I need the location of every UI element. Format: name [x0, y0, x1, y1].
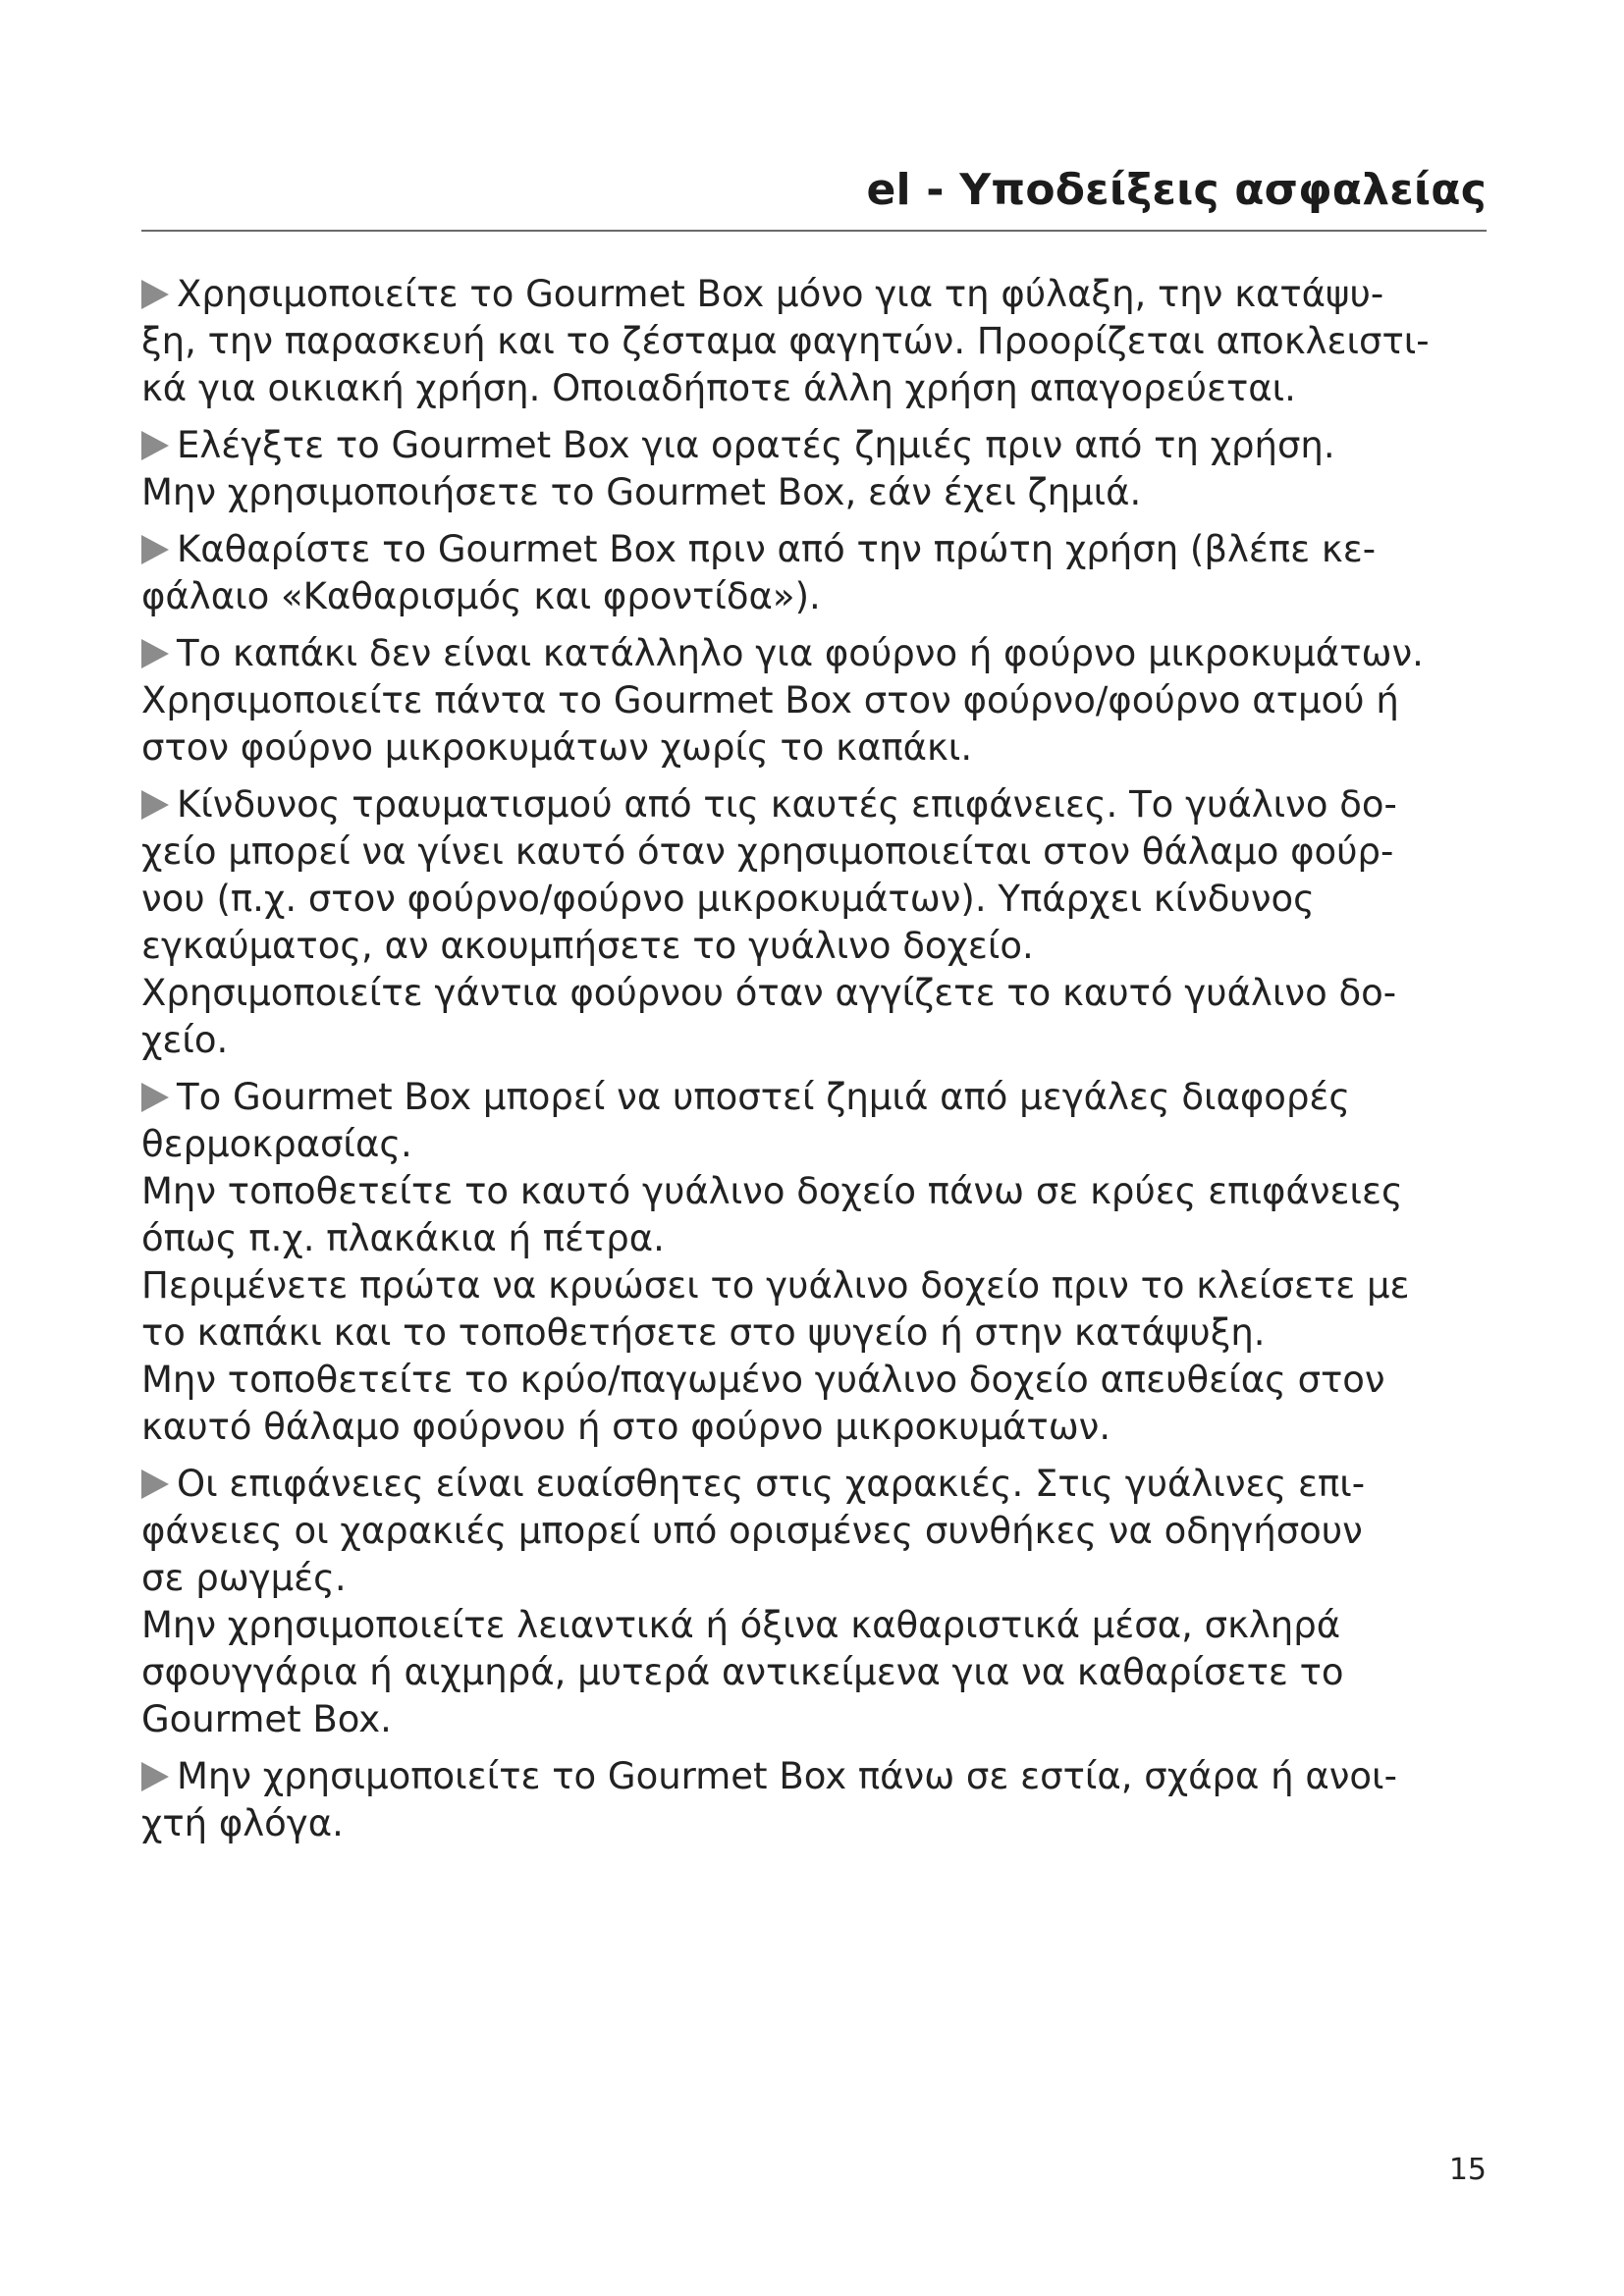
item-line: Κίνδυνος τραυματισμού από τις καυτές επιφάνειες. Το γυάλινο δο- — [177, 783, 1397, 826]
item-line: Μην τοποθετείτε το κρύο/παγωμένο γυάλινο δοχείο απευθείας στον — [141, 1359, 1385, 1401]
triangle-bullet-icon — [141, 1469, 169, 1499]
item-line: Χρησιμοποιείτε πάντα το Gourmet Box στον φούρνο/φούρνο ατμού ή — [141, 679, 1399, 721]
item-line: νου (π.χ. στον φούρνο/φούρνο μικροκυμάτων). Υπάρχει κίνδυνος — [141, 878, 1315, 920]
item-line: στον φούρνο μικροκυμάτων χωρίς το καπάκι. — [141, 726, 973, 769]
item-line: εγκαύματος, αν ακουμπήσετε το γυάλινο δοχείο. — [141, 925, 1034, 967]
triangle-bullet-icon — [141, 790, 169, 820]
item-line: Μην χρησιμοποιείτε το Gourmet Box πάνω σε εστία, σχάρα ή ανοι- — [177, 1755, 1397, 1797]
item-line: καυτό θάλαμο φούρνου ή στο φούρνο μικροκυμάτων. — [141, 1406, 1111, 1448]
item-line: Οι επιφάνειες είναι ευαίσθητες στις χαρακιές. Στις γυάλινες επι- — [177, 1463, 1366, 1505]
item-line: ξη, την παρασκευή και το ζέσταμα φαγητών. Προορίζεται αποκλειστι- — [141, 320, 1430, 362]
page-header — [141, 159, 1487, 232]
safety-item-1 — [141, 271, 1526, 412]
item-line: Χρησιμοποιείτε το Gourmet Box μόνο για τη φύλαξη, την κατάψυ- — [177, 273, 1384, 315]
item-line: χτή φλόγα. — [141, 1802, 344, 1844]
triangle-bullet-icon — [141, 1762, 169, 1791]
item-line: Μην χρησιμοποιείτε λειαντικά ή όξινα καθαριστικά μέσα, σκληρά — [141, 1604, 1341, 1646]
safety-instructions — [141, 271, 1526, 1857]
triangle-bullet-icon — [141, 1083, 169, 1112]
item-line: χείο μπορεί να γίνει καυτό όταν χρησιμοποιείται στον θάλαμο φούρ- — [141, 830, 1394, 873]
item-line: Περιμένετε πρώτα να κρυώσει το γυάλινο δοχείο πριν το κλείσετε με — [141, 1264, 1410, 1307]
triangle-bullet-icon — [141, 431, 169, 460]
triangle-bullet-icon — [141, 535, 169, 564]
item-line: Χρησιμοποιείτε γάντια φούρνου όταν αγγίζετε το καυτό γυάλινο δο- — [141, 972, 1397, 1014]
safety-item-6 — [141, 1074, 1526, 1451]
safety-item-2 — [141, 422, 1526, 516]
item-line: φάλαιο «Καθαρισμός και φροντίδα»). — [141, 575, 821, 617]
safety-item-7 — [141, 1461, 1526, 1743]
safety-item-5 — [141, 781, 1526, 1064]
item-line: Ελέγξτε το Gourmet Box για ορατές ζημιές πριν από τη χρήση. — [177, 424, 1335, 466]
item-line: όπως π.χ. πλακάκια ή πέτρα. — [141, 1217, 665, 1259]
item-line: Gourmet Box. — [141, 1698, 392, 1740]
item-line: φάνειες οι χαρακιές μπορεί υπό ορισμένες συνθήκες να οδηγήσουν — [141, 1510, 1363, 1552]
item-line: σφουγγάρια ή αιχμηρά, μυτερά αντικείμενα για να καθαρίσετε το — [141, 1651, 1344, 1693]
item-line: Μην χρησιμοποιήσετε το Gourmet Box, εάν έχει ζημιά. — [141, 471, 1142, 513]
triangle-bullet-icon — [141, 280, 169, 309]
item-line: σε ρωγμές. — [141, 1557, 347, 1599]
item-line: Μην τοποθετείτε το καυτό γυάλινο δοχείο πάνω σε κρύες επιφάνειες — [141, 1170, 1403, 1212]
item-line: Το καπάκι δεν είναι κατάλληλο για φούρνο ή φούρνο μικροκυμάτων. — [177, 632, 1424, 674]
safety-item-4 — [141, 630, 1526, 772]
item-line: Καθαρίστε το Gourmet Box πριν από την πρώτη χρήση (βλέπε κε- — [177, 528, 1377, 570]
item-line: κά για οικιακή χρήση. Οποιαδήποτε άλλη χρήση απαγορεύεται. — [141, 367, 1296, 409]
page-number: 15 — [1448, 2153, 1487, 2187]
item-line: το καπάκι και το τοποθετήσετε στο ψυγείο ή στην κατάψυξη. — [141, 1311, 1266, 1354]
safety-item-3 — [141, 526, 1526, 620]
safety-item-8 — [141, 1753, 1526, 1847]
item-line: θερμοκρασίας. — [141, 1123, 412, 1165]
section-title: el - Υποδείξεις ασφαλείας — [866, 165, 1487, 215]
triangle-bullet-icon — [141, 639, 169, 668]
item-line: Το Gourmet Box μπορεί να υποστεί ζημιά από μεγάλες διαφορές — [177, 1076, 1351, 1118]
item-line: χείο. — [141, 1019, 229, 1061]
